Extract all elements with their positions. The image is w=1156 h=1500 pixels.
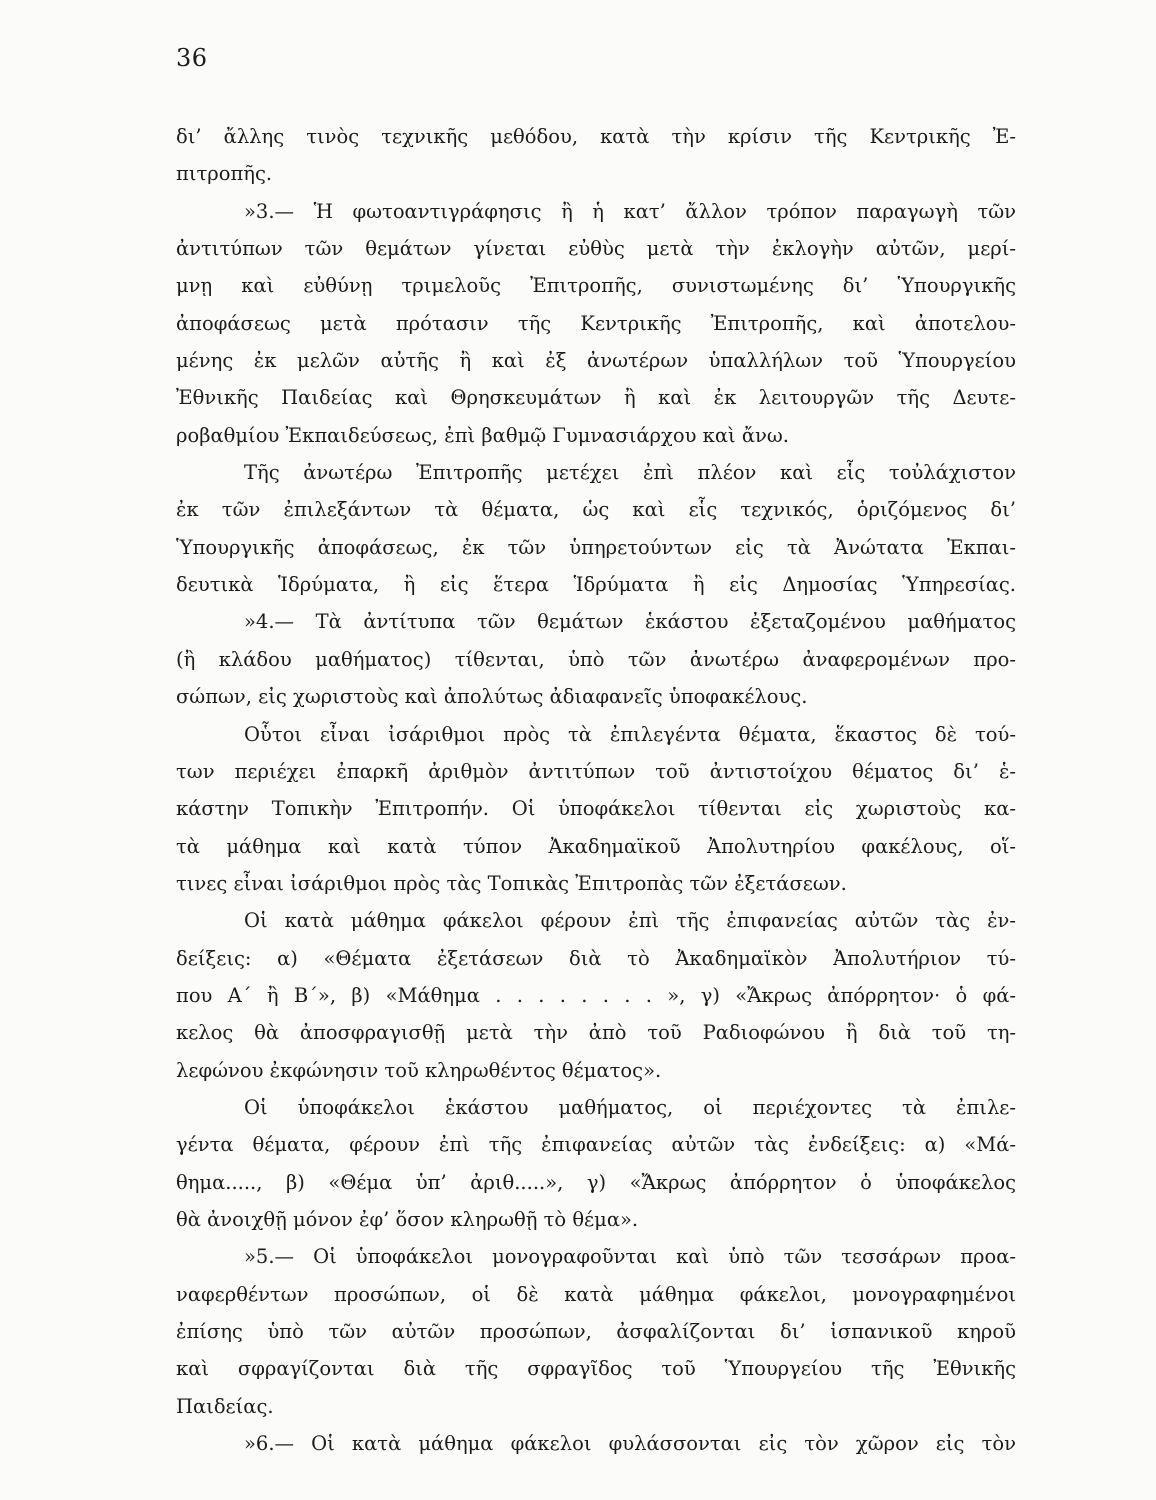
text-line: ροβαθμίου Ἐκπαιδεύσεως, ἐπὶ βαθμῷ Γυμνασιάρχου καὶ ἄνω. [176, 423, 789, 447]
text-line: δι’ ἄλλης τινὸς τεχνικῆς μεθόδου, κατὰ τὴν κρίσιν τῆς Κεντρικῆς Ἐ- [176, 125, 1016, 148]
text-line: θημα....., β) «Θέμα ὑπ’ ἀριθ.....», γ) «Ἄκρως ἀπόρρητον ὁ ὑποφάκελος [176, 1170, 1016, 1194]
text-line: δείξεις: α) «Θέματα ἐξετάσεων διὰ τὸ Ἀκαδημαϊκὸν Ἀπολυτήριον τύ- [176, 946, 1016, 970]
text-line: μνῃ καὶ εὐθύνῃ τριμελοῦς Ἐπιτροπῆς, συνιστωμένης δι’ Ὑπουργικῆς [176, 274, 1016, 298]
text-line: »5.— Οἱ ὑποφάκελοι μονογραφοῦνται καὶ ὑπὸ τῶν τεσσάρων προα- [244, 1245, 1016, 1269]
text-line: Οἱ κατὰ μάθημα φάκελοι φέρουν ἐπὶ τῆς ἐπιφανείας αὐτῶν τὰς ἐν- [244, 909, 1016, 933]
text-line: που Α΄ ἢ Β΄», β) «Μάθημα . . . . . . . . », γ) «Ἄκρως ἀπόρρητον· ὁ φά- [176, 983, 1016, 1007]
text-line: ἀποφάσεως μετὰ πρότασιν τῆς Κεντρικῆς Ἐπιτροπῆς, καὶ ἀποτελου- [176, 311, 1016, 335]
text-line: Οὗτοι εἶναι ἰσάριθμοι πρὸς τὰ ἐπιλεγέντα θέματα, ἕκαστος δὲ τού- [244, 722, 1016, 746]
text-line: καὶ σφραγίζονται διὰ τῆς σφραγῖδος τοῦ Ὑπουργείου τῆς Ἐθνικῆς [176, 1357, 1016, 1381]
text-line: »6.— Οἱ κατὰ μάθημα φάκελοι φυλάσσονται εἰς τὸν χῶρον εἰς τὸν [244, 1432, 1016, 1456]
text-line: θὰ ἀνοιχθῇ μόνον ἐφ’ ὅσον κληρωθῇ τὸ θέμα». [176, 1207, 639, 1231]
text-line: Οἱ ὑποφάκελοι ἑκάστου μαθήματος, οἱ περιέχοντες τὰ ἐπιλε- [244, 1095, 1016, 1119]
text-line: γέντα θέματα, φέρουν ἐπὶ τῆς ἐπιφανείας αὐτῶν τὰς ἐνδείξεις: α) «Μά- [176, 1133, 1016, 1157]
text-line: Ὑπουργικῆς ἀποφάσεως, ἐκ τῶν ὑπηρετούντων εἰς τὰ Ἀνώτατα Ἐκπαι- [176, 535, 1016, 559]
text-line: ἐπίσης ὑπὸ τῶν αὐτῶν προσώπων, ἀσφαλίζονται δι’ ἱσπανικοῦ κηροῦ [176, 1320, 1016, 1343]
text-line: »3.— Ἡ φωτοαντιγράφησις ἢ ἡ κατ’ ἄλλον τρόπον παραγωγὴ τῶν [244, 199, 1016, 223]
text-line: Τῆς ἀνωτέρω Ἐπιτροπῆς μετέχει ἐπὶ πλέον καὶ εἷς τοὐλάχιστον [244, 461, 1016, 485]
text-line: ἐκ τῶν ἐπιλεξάντων τὰ θέματα, ὡς καὶ εἷς τεχνικός, ὁριζόμενος δι’ [176, 498, 1016, 522]
text-line: »4.— Τὰ ἀντίτυπα τῶν θεμάτων ἑκάστου ἐξεταζομένου μαθήματος [244, 610, 1016, 634]
text-line: τὰ μάθημα καὶ κατὰ τύπον Ἀκαδημαϊκοῦ Ἀπολυτηρίου φακέλους, οἵ- [176, 834, 1016, 858]
text-line: των περιέχει ἐπαρκῆ ἀριθμὸν ἀντιτύπων τοῦ ἀντιστοίχου θέματος δι’ ἑ- [176, 759, 1016, 783]
text-line: κάστην Τοπικὴν Ἐπιτροπήν. Οἱ ὑποφάκελοι τίθενται εἰς χωριστοὺς κα- [176, 797, 1016, 821]
body-text [176, 118, 1016, 1462]
text-line: κελος θὰ ἀποσφραγισθῇ μετὰ τὴν ἀπὸ τοῦ Ραδιοφώνου ἢ διὰ τοῦ τη- [176, 1021, 1016, 1045]
text-line: Ἐθνικῆς Παιδείας καὶ Θρησκευμάτων ἢ καὶ ἐκ λειτουργῶν τῆς Δευτε- [176, 386, 1016, 410]
text-line: μένης ἐκ μελῶν αὐτῆς ἢ καὶ ἐξ ἀνωτέρων ὑπαλλήλων τοῦ Ὑπουργείου [176, 349, 1016, 373]
text-line: τινες εἶναι ἰσάριθμοι πρὸς τὰς Τοπικὰς Ἐπιτροπὰς τῶν ἐξετάσεων. [176, 871, 847, 895]
text-line: ἀντιτύπων τῶν θεμάτων γίνεται εὐθὺς μετὰ τὴν ἐκλογὴν αὐτῶν, μερί- [176, 237, 1016, 261]
text-line: Παιδείας. [176, 1394, 274, 1418]
page-number: 36 [176, 44, 208, 72]
text-line: (ἢ κλάδου μαθήματος) τίθενται, ὑπὸ τῶν ἀνωτέρω ἀναφερομένων προ- [176, 647, 1016, 671]
text-line: πιτροπῆς. [176, 162, 273, 186]
text-line: σώπων, εἰς χωριστοὺς καὶ ἀπολύτως ἀδιαφανεῖς ὑποφακέλους. [176, 685, 808, 709]
text-line: δευτικὰ Ἱδρύματα, ἢ εἰς ἕτερα Ἱδρύματα ἢ εἰς Δημοσίας Ὑπηρεσίας. [176, 573, 1016, 597]
text-line: λεφώνου ἐκφώνησιν τοῦ κληρωθέντος θέματος». [176, 1058, 662, 1082]
text-line: ναφερθέντων προσώπων, οἱ δὲ κατὰ μάθημα φάκελοι, μονογραφημένοι [176, 1282, 1016, 1306]
